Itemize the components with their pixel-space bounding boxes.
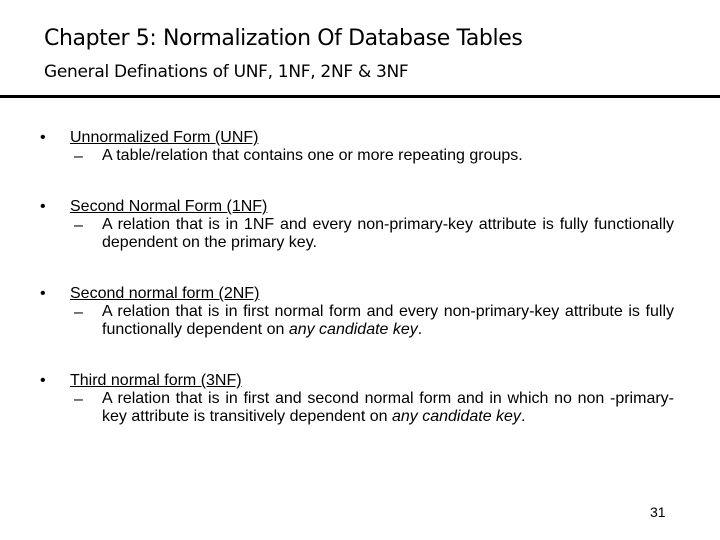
- definition-text: A relation that is in first normal form and every non-primary-key attribute is fully functionally dependent on any candidate key.: [102, 303, 674, 338]
- page-number: 31: [650, 504, 666, 520]
- bullet-marker: •: [40, 198, 46, 215]
- bullet-marker: •: [40, 129, 46, 146]
- definition-heading[interactable]: Second Normal Form (1NF): [70, 198, 268, 215]
- sub-bullet-dash: –: [74, 391, 83, 408]
- chapter-subtitle: General Definations of UNF, 1NF, 2NF & 3NF: [44, 62, 409, 82]
- emphasis-text: any candidate key: [288, 321, 418, 338]
- definition-heading[interactable]: Second normal form (2NF): [70, 285, 260, 302]
- emphasis-text: any candidate key: [391, 408, 521, 425]
- definition-text: A relation that is in 1NF and every non-primary-key attribute is fully functionally dependent on the primary key.: [102, 216, 674, 251]
- sub-bullet-dash: –: [74, 304, 83, 321]
- sub-bullet-dash: –: [74, 217, 83, 234]
- definition-heading[interactable]: Unnormalized Form (UNF): [70, 129, 259, 146]
- chapter-title: Chapter 5: Normalization Of Database Tables: [44, 26, 523, 51]
- definition-text: A relation that is in first and second normal form and in which no non -primary-key attribute is transitively dependent on any candidate key.: [102, 390, 674, 425]
- definition-heading[interactable]: Third normal form (3NF): [70, 372, 242, 389]
- sub-bullet-dash: –: [74, 148, 83, 165]
- bullet-marker: •: [40, 372, 46, 389]
- bullet-marker: •: [40, 285, 46, 302]
- definition-text: A table/relation that contains one or more repeating groups.: [102, 147, 523, 164]
